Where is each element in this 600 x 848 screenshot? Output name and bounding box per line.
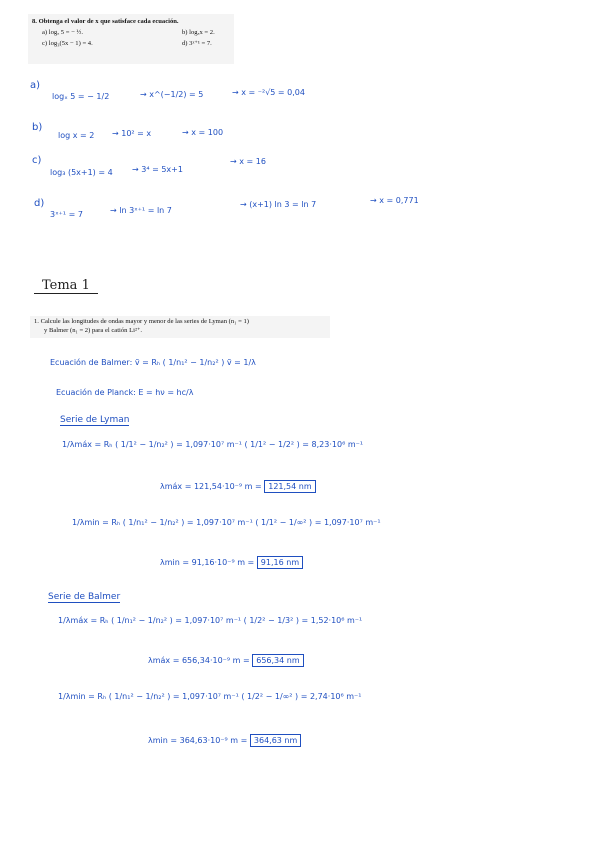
exercise8-item-b: b) logₓx = 2. (182, 29, 215, 36)
lyman-max-value: λmáx = 121,54·10⁻⁹ m = 121,54 nm (160, 482, 316, 491)
exercise8-item-c: c) log₃(5x − 1) = 4. (42, 40, 93, 47)
tema-heading (34, 278, 98, 293)
balmer-max-value: λmáx = 656,34·10⁻⁹ m = 656,34 nm (148, 656, 304, 665)
solution-b-step: → 10² = x (112, 129, 152, 138)
planck-formula: Ecuación de Planck: E = hν = hc/λ (56, 388, 194, 397)
solution-a-step: → x^(−1/2) = 5 (140, 90, 204, 99)
solution-a-equation: logₓ 5 = − 1/2 (52, 92, 110, 101)
solution-b-label: b) (32, 122, 43, 133)
solution-d-equation: 3ˣ⁺¹ = 7 (50, 210, 83, 219)
lyman-min-value: λmin = 91,16·10⁻⁹ m = 91,16 nm (160, 558, 303, 567)
solution-c-step: → 3⁴ = 5x+1 (132, 165, 183, 174)
balmer-max-result-box: 656,34 nm (252, 654, 303, 667)
solution-d-step2: → (x+1) ln 3 = ln 7 (240, 200, 317, 209)
solution-a-result: → x = ⁻²√5 = 0,04 (232, 88, 305, 97)
lyman-min-equation: 1/λmin = Rₕ ( 1/n₁² − 1/n₂² ) = 1,097·10⁷ m⁻¹ ( 1/1² − 1/∞² ) = 1,097·10⁷ m⁻¹ (72, 518, 381, 527)
exercise8-statement-block (28, 14, 234, 64)
solution-d-label: d) (34, 198, 45, 209)
balmer-max-equation: 1/λmáx = Rₕ ( 1/n₁² − 1/n₂² ) = 1,097·10⁷ m⁻¹ ( 1/2² − 1/3² ) = 1,52·10⁶ m⁻¹ (58, 616, 363, 625)
solution-d-result: → x = 0,771 (370, 196, 419, 205)
solution-c-equation: log₃ (5x+1) = 4 (50, 168, 113, 177)
balmer-formula: Ecuación de Balmer: ṽ = Rₕ ( 1/n₁² − 1/n₂² ) ṽ = 1/λ (50, 358, 256, 367)
solution-c-result: → x = 16 (230, 157, 266, 166)
tema-heading-text: Tema 1 (34, 278, 98, 294)
lyman-title: Serie de Lyman (60, 415, 130, 425)
exercise1-statement-block (30, 316, 330, 338)
balmer-min-equation: 1/λmin = Rₕ ( 1/n₁² − 1/n₂² ) = 1,097·10⁷ m⁻¹ ( 1/2² − 1/∞² ) = 2,74·10⁶ m⁻¹ (58, 692, 362, 701)
exercise8-item-a: a) logₓ 5 = − ½. (42, 29, 84, 36)
lyman-max-result-box: 121,54 nm (264, 480, 315, 493)
balmer-min-value: λmin = 364,63·10⁻⁹ m = 364,63 nm (148, 736, 301, 745)
exercise1-line2: y Balmer (n₁ = 2) para el catión Li²⁺. (44, 327, 143, 334)
solution-c-label: c) (32, 155, 42, 166)
solution-a-label: a) (30, 80, 41, 91)
exercise8-statement: 8. Obtenga el valor de x que satisface cada ecuación. (32, 18, 179, 25)
balmer-min-result-box: 364,63 nm (250, 734, 301, 747)
exercise1-line1: 1. Calcule las longitudes de ondas mayor y menor de las series de Lyman (n₁ = 1) (34, 318, 249, 325)
lyman-min-result-box: 91,16 nm (257, 556, 303, 569)
solution-d-step: → ln 3ˣ⁺¹ = ln 7 (110, 206, 172, 215)
lyman-max-equation: 1/λmáx = Rₕ ( 1/1² − 1/n₂² ) = 1,097·10⁷ m⁻¹ ( 1/1² − 1/2² ) = 8,23·10⁶ m⁻¹ (62, 440, 364, 449)
solution-b-equation: log x = 2 (58, 131, 95, 140)
exercise8-item-d: d) 3ˣ⁺¹ = 7. (182, 40, 212, 47)
balmer-title: Serie de Balmer (48, 592, 121, 602)
solution-b-result: → x = 100 (182, 128, 224, 137)
